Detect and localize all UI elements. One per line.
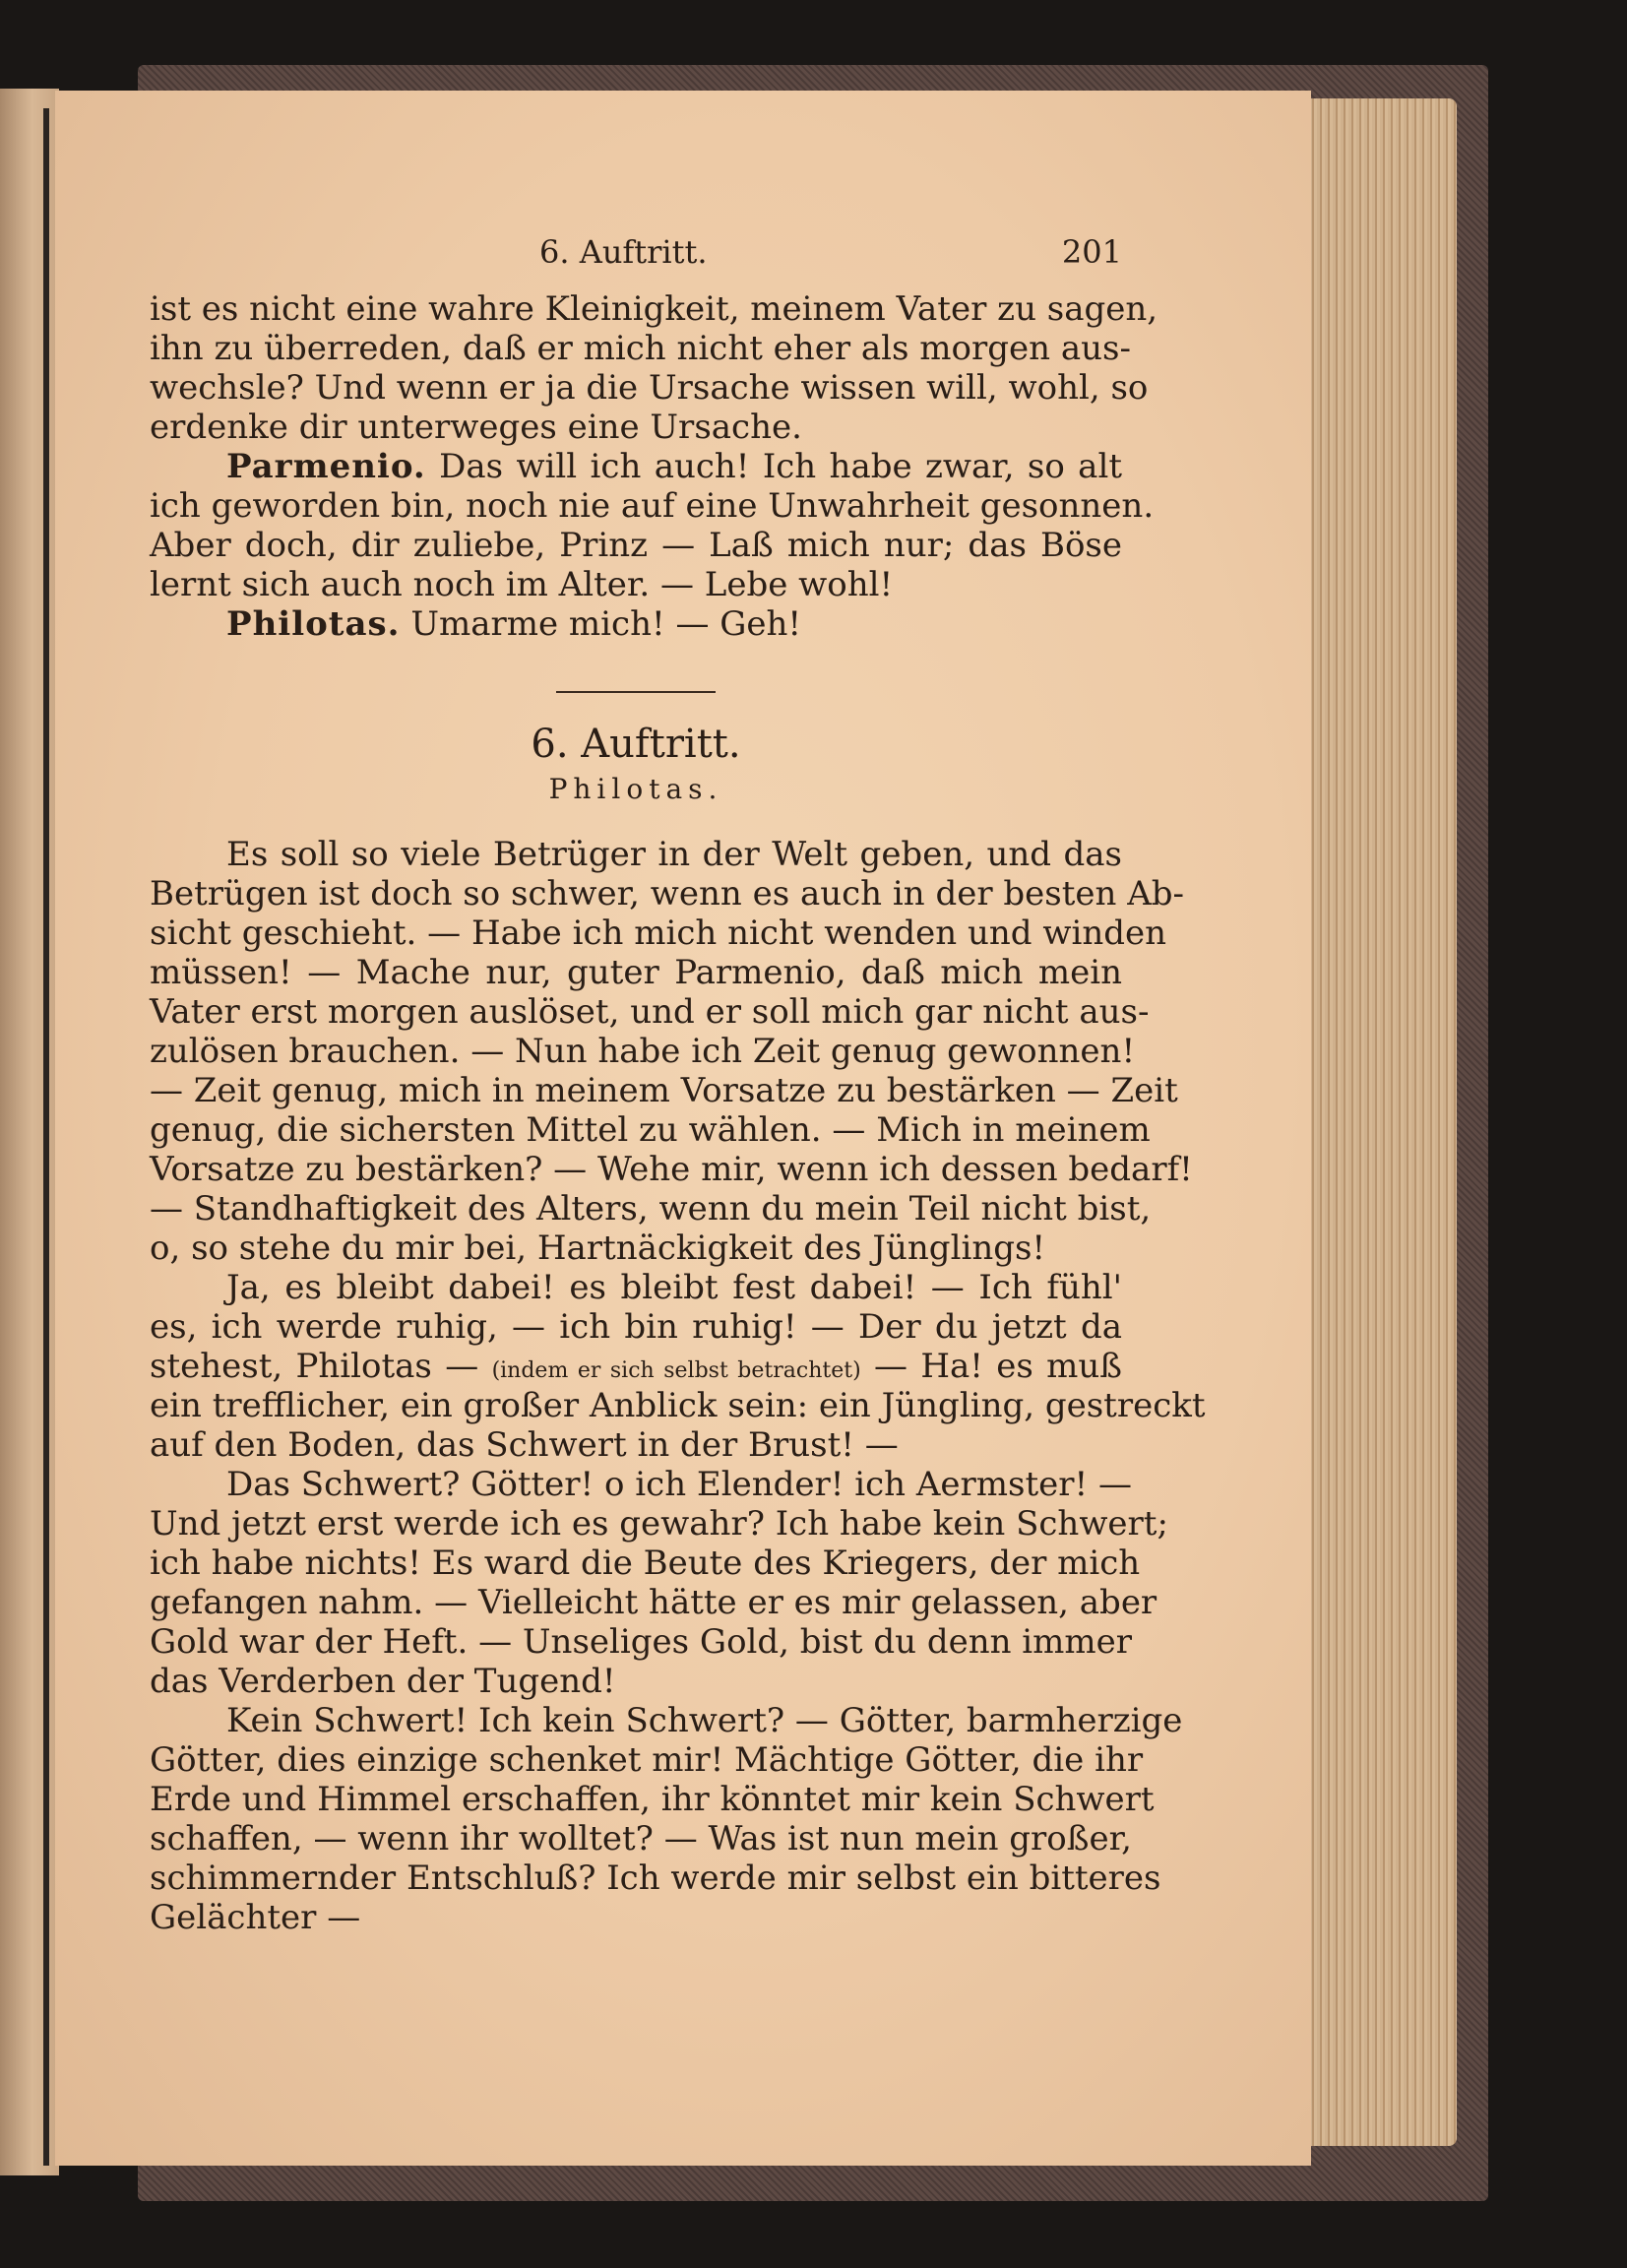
parmenio-speech	[150, 447, 1155, 604]
text-line: Vater erst morgen auslöset, und er soll mich gar nicht aus-	[150, 992, 1150, 1032]
speaker-name: Parmenio.	[226, 447, 426, 486]
speech-text: stehest, Philotas —	[150, 1347, 479, 1386]
page-number: 201	[1061, 233, 1122, 271]
running-head: 6. Auftritt.	[539, 233, 708, 271]
text-line: schaffen, — wenn ihr wolltet? — Was ist nun mein großer,	[150, 1819, 1132, 1858]
text-line: genug, die sichersten Mittel zu wählen. — Mich in meinem	[150, 1110, 1151, 1150]
text-line: wechsle? Und wenn er ja die Ursache wissen will, wohl, so	[150, 368, 1149, 408]
text-line: das Verderben der Tugend!	[150, 1662, 616, 1701]
text-line: Aber doch, dir zuliebe, Prinz — Laß mich nur; das Böse	[150, 526, 1122, 565]
text-line: zulösen brauchen. — Nun habe ich Zeit genug gewonnen!	[150, 1032, 1136, 1071]
text-line: — Standhaftigkeit des Alters, wenn du mein Teil nicht bist,	[150, 1189, 1152, 1228]
text-line: Das Schwert? Götter! o ich Elender! ich Aermster! —	[226, 1465, 1132, 1504]
text-line: Es soll so viele Betrüger in der Welt geben, und das	[226, 835, 1122, 874]
speaker-name: Philotas.	[226, 604, 401, 644]
text-line: Betrügen ist doch so schwer, wenn es auch in der besten Ab-	[150, 874, 1185, 914]
text-line	[150, 447, 1122, 486]
philotas-reply	[150, 604, 1122, 644]
text-line: ihn zu überreden, daß er mich nicht eher als morgen aus-	[150, 329, 1131, 368]
text-line: lernt sich auch noch im Alter. — Lebe wohl!	[150, 565, 894, 604]
text-line: Erde und Himmel erschaffen, ihr könntet mir kein Schwert	[150, 1780, 1155, 1819]
facing-page-edge	[0, 89, 59, 2175]
dialogue-continuation	[150, 289, 1158, 447]
text-line: ich geworden bin, noch nie auf eine Unwahrheit gesonnen.	[150, 486, 1155, 526]
page-header	[150, 232, 1122, 276]
text-line: Gold war der Heft. — Unseliges Gold, bist du denn immer	[150, 1622, 1133, 1662]
text-line: Kein Schwert! Ich kein Schwert? — Götter, barmherzige	[226, 1701, 1183, 1740]
text-line	[150, 1347, 1122, 1386]
text-line: Vorsatze zu bestärken? — Wehe mir, wenn ich dessen bedarf!	[150, 1150, 1193, 1189]
text-line: es, ich werde ruhig, — ich bin ruhig! — Der du jetzt da	[150, 1307, 1122, 1347]
text-line: müssen! — Mache nur, guter Parmenio, daß mich mein	[150, 953, 1122, 992]
text-line	[150, 604, 1122, 644]
text-line: Und jetzt erst werde ich es gewahr? Ich habe kein Schwert;	[150, 1504, 1168, 1544]
text-line: gefangen nahm. — Vielleicht hätte er es mir gelassen, aber	[150, 1583, 1158, 1622]
speech-text: Das will ich auch! Ich habe zwar, so alt	[439, 447, 1122, 486]
scene-persons: Philotas.	[548, 773, 723, 805]
monologue	[150, 835, 1206, 1937]
book-gutter	[43, 108, 49, 2166]
speech-text: — Ha! es muß	[874, 1347, 1122, 1386]
page-stack-edges	[1309, 98, 1457, 2146]
text-line: sicht geschieht. — Habe ich mich nicht wenden und winden	[150, 914, 1166, 953]
text-line: Götter, dies einzige schenket mir! Mächtige Götter, die ihr	[150, 1740, 1144, 1780]
section-divider	[556, 691, 716, 693]
text-line: o, so stehe du mir bei, Hartnäckigkeit des Jünglings!	[150, 1228, 1046, 1268]
text-line: schimmernder Entschluß? Ich werde mir selbst ein bitteres	[150, 1858, 1161, 1898]
scene-title: 6. Auftritt.	[531, 722, 741, 767]
page-text	[150, 232, 1206, 1937]
text-line: ein trefflicher, ein großer Anblick sein: ein Jüngling, gestreckt	[150, 1386, 1206, 1425]
speech-text: Umarme mich! — Geh!	[410, 604, 802, 644]
text-line: Gelächter —	[150, 1898, 361, 1937]
text-line: ist es nicht eine wahre Kleinigkeit, meinem Vater zu sagen,	[150, 289, 1158, 329]
text-line: ich habe nichts! Es ward die Beute des Kriegers, der mich	[150, 1544, 1141, 1583]
text-line: — Zeit genug, mich in meinem Vorsatze zu bestärken — Zeit	[150, 1071, 1178, 1110]
text-line: erdenke dir unterweges eine Ursache.	[150, 408, 802, 447]
text-line: auf den Boden, das Schwert in der Brust! —	[150, 1425, 899, 1465]
text-line: Ja, es bleibt dabei! es bleibt fest dabei! — Ich fühl'	[226, 1268, 1122, 1307]
stage-direction: (indem er sich selbst betrachtet)	[491, 1358, 861, 1383]
